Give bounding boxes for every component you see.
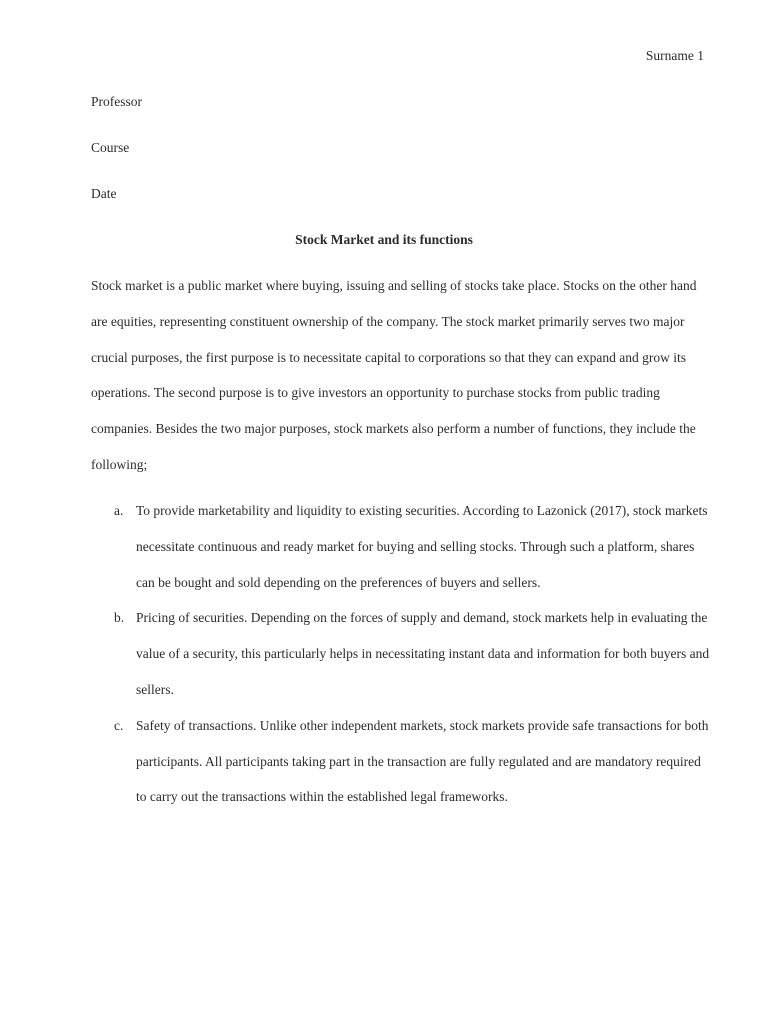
list-marker: b. [114, 610, 125, 626]
list-item-text: To provide marketability and liquidity to existing securities. According to Lazonick (2017), stock markets necessitate continuous and ready market for buying and selling stocks. Through such a platform, shares can be bought and sold depending on the preferences of buyers and sellers. [136, 503, 708, 590]
intro-paragraph: Stock market is a public market where buying, issuing and selling of stocks take place. Stocks on the other hand are equities, representing constituent ownership of the company. The stock market primarily serves two major crucial purposes, the first purpose is to necessitate capital to corporations so that they can expand and grow its operations. The second purpose is to give investors an opportunity to purchase stocks from public trading companies. Besides the two major purposes, stock markets also perform a number of functions, they include the following; [91, 278, 697, 472]
document-title: Stock Market and its functions [295, 232, 473, 247]
list-item [91, 493, 711, 600]
date-line: Date [91, 186, 117, 201]
list-item-text: Pricing of securities. Depending on the forces of supply and demand, stock markets help in evaluating the value of a security, this particularly helps in necessitating instant data and information for both buyers and sellers. [136, 610, 710, 697]
functions-list [91, 493, 711, 815]
list-item [91, 600, 711, 707]
running-head: Surname 1 [645, 48, 704, 63]
list-marker: a. [114, 503, 124, 518]
list-item [91, 708, 711, 815]
list-marker: c. [114, 717, 124, 733]
list-item-text: Safety of transactions. Unlike other independent markets, stock markets provide safe transactions for both participants. All participants taking part in the transaction are fully regulated and are mandatory required to carry out the transactions within the established legal frameworks. [136, 717, 709, 805]
professor-line: Professor [91, 94, 142, 109]
course-line: Course [91, 140, 130, 155]
